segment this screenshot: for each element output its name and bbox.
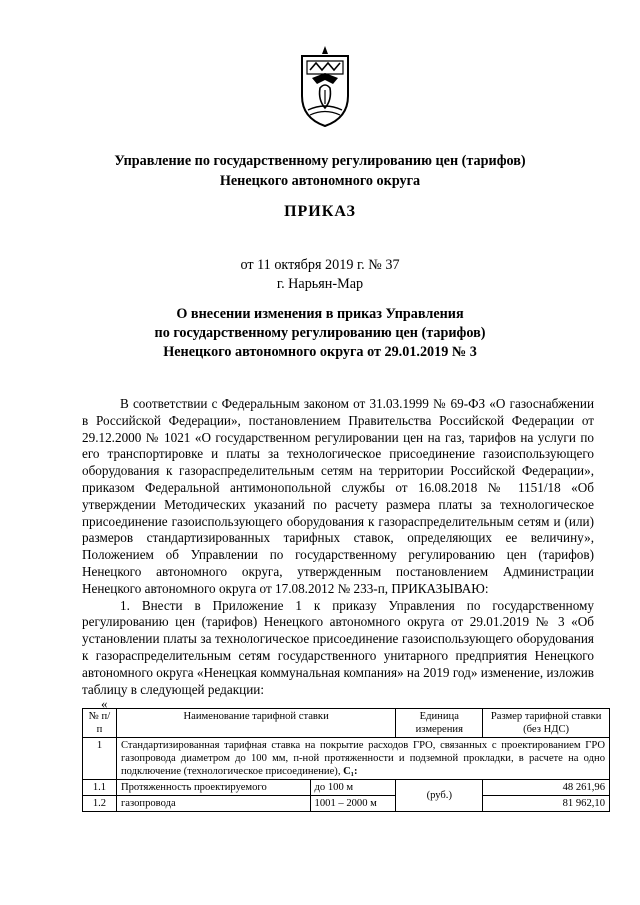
- row-1-num: 1: [83, 738, 117, 780]
- tariff-table: [82, 708, 610, 812]
- table-header-row: [83, 709, 610, 738]
- opening-quote: «: [101, 696, 108, 711]
- document-body: [82, 396, 594, 698]
- row-1-1-value: 48 261,96: [483, 780, 610, 796]
- row-1-1-name: Протяженность проектируемого: [116, 780, 310, 796]
- body-paragraph-item-1: 1. Внести в Приложение 1 к приказу Управления по государственному регулированию цен (тарифов) Ненецкого автономного округа от 29.01.2019 № 3 «Об установлении платы за технологическое присоединение газоиспользующего оборудования к газораспределительным сетям государственного унитарного предприятия Ненецкого автономного округа «Ненецкая коммунальная компания» на 2019 год» изменение, изложив таблицу в следующей редакции:: [82, 597, 594, 697]
- table-row: [83, 738, 610, 780]
- table-row: [83, 796, 610, 812]
- row-1-2-value: 81 962,10: [483, 796, 610, 812]
- organization-line-1: Управление по государственному регулированию цен (тарифов): [114, 153, 526, 169]
- organization-name: [0, 151, 640, 191]
- row-1-2-name: газопровода: [116, 796, 310, 812]
- row-1-1-num: 1.1: [83, 780, 117, 796]
- table-row: [83, 780, 610, 796]
- document-date-block: [0, 256, 640, 294]
- row-1-description: [116, 738, 609, 780]
- row-1-1-range: до 100 м: [310, 780, 396, 796]
- document-subject: [0, 305, 640, 362]
- row-1-2-range: 1001 – 2000 м: [310, 796, 396, 812]
- header-num: № п/п: [83, 709, 117, 738]
- document-place: г. Нарьян-Мар: [276, 276, 364, 292]
- document-type-title: ПРИКАЗ: [284, 203, 356, 220]
- row-1-2-num: 1.2: [83, 796, 117, 812]
- subject-line-1: О внесении изменения в приказ Управления: [176, 306, 464, 322]
- row-unit: (руб.): [396, 780, 483, 812]
- organization-line-2: Ненецкого автономного округа: [219, 173, 421, 189]
- header-size: Размер тарифной ставки (без НДС): [483, 709, 610, 738]
- row-1-symbol: С₁:: [343, 766, 358, 777]
- header-unit: Единица измерения: [396, 709, 483, 738]
- document-date: от 11 октября 2019 г. № 37: [240, 257, 400, 273]
- subject-line-3: Ненецкого автономного округа от 29.01.2019 № 3: [163, 344, 477, 360]
- header-name: Наименование тарифной ставки: [116, 709, 395, 738]
- subject-line-2: по государственному регулированию цен (тарифов): [154, 325, 486, 341]
- row-1-text: Стандартизированная тарифная ставка на покрытие расходов ГРО, связанных с проектированием ГРО газопровода диаметром до 100 мм, п-ной протяженности и подземной прокладки, в расчете на одно подключение (технологическое присоединение),: [120, 740, 605, 777]
- coat-of-arms-emblem: [298, 44, 352, 128]
- body-paragraph-preamble: В соответствии с Федеральным законом от 31.03.1999 № 69-ФЗ «О газоснабжении в Российской Федерации», постановлением Правительства Российской Федерации от 29.12.2000 № 1021 «О государственном регулировании цен на газ, тарифов на услуги по его транспортировке и платы за технологическое присоединение газоиспользующего оборудования к газораспределительным сетям на территории Российской Федерации», приказом Федеральной антимонопольной службы от 16.08.2018 № 1151/18 «Об утверждении Методических указаний по расчету размера платы за технологическое присоединение газоиспользующего оборудования к газораспределительным сетям и (или) размеров стандартизированных тарифных ставок, определяющих ее величину», Положением об Управлении по государственному регулированию цен (тарифов) Ненецкого автономного округа, утвержденным постановлением Администрации Ненецкого автономного округа от 17.08.2012 № 233-п, ПРИКАЗЫВАЮ:: [82, 396, 594, 596]
